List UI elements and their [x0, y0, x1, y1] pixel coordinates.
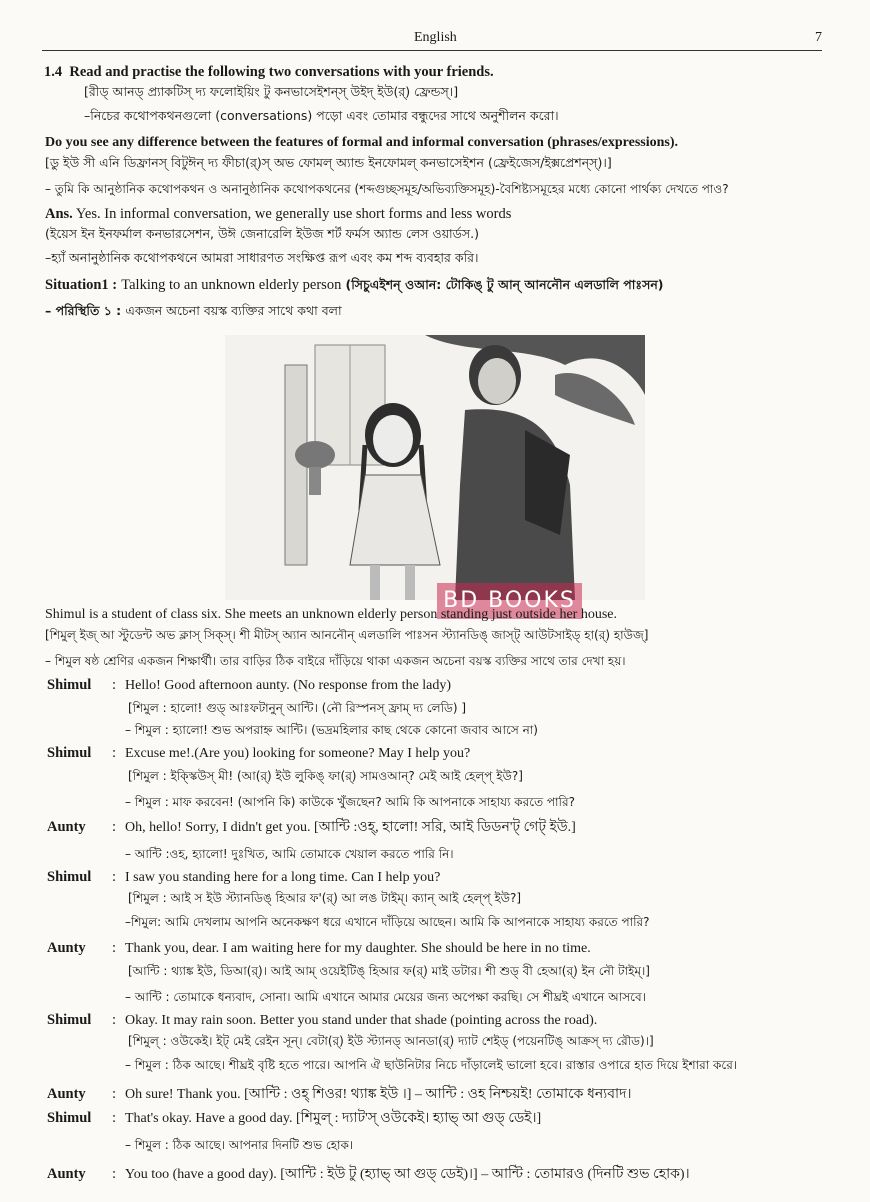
dialogue-line: Okay. It may rain soon. Better you stand under that shade (pointing across the road).	[125, 1013, 598, 1028]
answer-pronunciation: (ইয়েস ইন ইনফর্মাল কনভারসেশন, উঈ জেনারেলি ইউজ শর্ট ফর্মস অ্যান্ড লেস ওয়ার্ডস.)	[45, 226, 479, 241]
dialogue-line: –শিমুল: আমি দেখলাম আপনি অনেকক্ষণ ধরে এখানে দাঁড়িয়ে আছেন। আমি কি আপনাকে সাহায্য করতে পারি?	[125, 915, 650, 929]
section-heading-text: Read and practise the following two conversations with your friends.	[69, 64, 494, 80]
speaker-colon: :	[112, 819, 117, 835]
dialogue-line: I saw you standing here for a long time. Can I help you?	[125, 870, 441, 885]
dialogue-line: Oh sure! Thank you. [আন্টি : ওহ্ শিওর! থ্যাঙ্ক ইউ ।] – আন্টি : ওহ নিশ্চয়ই! তোমাকে ধন্যবাদ।	[125, 1087, 632, 1102]
dialogue-line: – শিমুল : হ্যালো! শুভ অপরাহ্ন আন্টি। (ভদ্রমহিলার কাছ থেকে কোনো জবাব আসে না)	[125, 723, 538, 737]
page-number: 7	[815, 30, 822, 45]
dialogue-line: – শিমুল : ঠিক আছে। শীঘ্রই বৃষ্টি হতে পারে। আপনি ঐ ছাউনিটার নিচে দাঁড়ালেই ভালো হবে। রাস্তার ওপারে হাত দিয়ে ইশারা করে।	[125, 1058, 738, 1072]
dialogue-line: [শিমুল : হালো! গুড্ আঃফটানুন্ আন্টি। (নৌ রিস্পনস্ ফ্রাম্ দ্য লেডি) ]	[128, 701, 467, 715]
situation-label: Situation1 :	[45, 277, 118, 293]
speaker-colon: :	[112, 1086, 117, 1102]
question-text: Do you see any difference between the features of formal and informal conversation (phrases/expressions).	[45, 135, 679, 150]
illustration-girl-and-lady	[225, 335, 645, 600]
speaker-colon: :	[112, 677, 117, 693]
situation-text: Talking to an unknown elderly person	[121, 277, 342, 293]
speaker-colon: :	[112, 1110, 117, 1126]
section-heading	[44, 63, 494, 81]
question-bangla: – তুমি কি আনুষ্ঠানিক কথোপকথন ও অনানুষ্ঠানিক কথোপকথনের (শব্দগুচ্ছসমূহ/অভিব্যক্তিসমূহ)-বৈশিষ্ট্যসমূহের মধ্যে কোনো পার্থক্য দেখতে পাও?	[45, 182, 729, 196]
dialogue-line: You too (have a good day). [আন্টি : ইউ টু (হ্যাভ্ আ গুড্ ডেই)।] – আন্টি : তোমারও (দিনটি শুভ হোক)।	[125, 1167, 690, 1182]
situation-line	[45, 276, 664, 295]
situation-pronunciation: (সিচুএইশন্ ওআন: টোকিঙ্ টু আন্ আননৌন এলডালি পাঃসন)	[345, 277, 664, 292]
dialogue-line: – শিমুল : ঠিক আছে। আপনার দিনটি শুভ হোক।	[125, 1138, 354, 1152]
dialogue-line: [শিমুল : ইক্স্কিউস্ মী! (আ(র্) ইউ লুকিঙ্ ফা(র্) সামওআন্? মেই আই হেল্প্ ইউ?]	[128, 769, 523, 783]
speaker-shimul: Shimul	[47, 677, 92, 693]
page-header-title: English	[414, 30, 457, 45]
heading-pronunciation: [রীড্ আনড্ প্র্যাকটিস্ দ্য ফলোইয়িং টু কনভাসেইশন্স্ উইদ্ ইউ(র্) ফ্রেন্ডস্।]	[84, 84, 459, 99]
speaker-colon: :	[112, 940, 117, 956]
dialogue-line: – আন্টি : তোমাকে ধন্যবাদ, সোনা। আমি এখানে আমার মেয়ের জন্য অপেক্ষা করছি। সে শীঘ্রই এখানে আসবে।	[125, 990, 646, 1004]
dialogue-line: Excuse me!.(Are you) looking for someone? May I help you?	[125, 746, 471, 761]
speaker-aunty: Aunty	[47, 940, 86, 956]
dialogue-line: That's okay. Have a good day. [শিমুল্ : দ্যাট'স্ ওউকেই। হ্যাভ্ আ গুড্ ডেই।]	[125, 1111, 542, 1126]
answer-bangla: –হ্যাঁ অনানুষ্ঠানিক কথোপকথনে আমরা সাধারণত সংক্ষিপ্ত রূপ এবং কম শব্দ ব্যবহার করি।	[45, 250, 479, 265]
speaker-colon: :	[112, 1012, 117, 1028]
situation-bangla-text: একজন অচেনা বয়স্ক ব্যক্তির সাথে কথা বলা	[125, 303, 342, 318]
answer-label: Ans.	[45, 206, 73, 222]
narration-english: Shimul is a student of class six. She meets an unknown elderly person standing just outside her house.	[45, 607, 617, 622]
speaker-colon: :	[112, 869, 117, 885]
answer-line	[45, 205, 511, 223]
question-pronunciation: [ডু ইউ সী এনি ডিফ্রানস্ বিটুঈন্ দ্য ফীচা(র্)স্ অভ ফোমল্ অ্যান্ড ইনফোমল্ কনভাসেইশন (ফ্রেইজেস/ইক্সপ্রেশন্স্)।]	[45, 155, 612, 170]
speaker-shimul: Shimul	[47, 869, 92, 885]
dialogue-line: Oh, hello! Sorry, I didn't get you. [আন্টি :ওহ্, হালো! সরি, আই ডিডন'ট্ গেট্ ইউ.]	[125, 820, 576, 835]
speaker-colon: :	[112, 745, 117, 761]
heading-bangla: –নিচের কথোপকথনগুলো (conversations) পড়ো এবং তোমার বন্ধুদের সাথে অনুশীলন করো।	[84, 108, 559, 123]
dialogue-line: [শিমুল্ : ওউকেই। ইট্ মেই রেইন সূন্। বেটা(র্) ইউ স্ট্যানড্ আনডা(র্) দ্যাট শেইড্ (পয়েনটিঙ্ আক্রস্ দ্য রৌড)।]	[128, 1034, 654, 1048]
narration-pronunciation: [শিমুল্ ইজ্ আ স্টুডেন্ট অভ ক্লাস্ সিক্স্। শী মীটস্ অ্যান আননৌন্ এলডালি পাঃসন স্ট্যানডিঙ্ জাস্ট্ আউটসাইড্ হা(র্) হাউজ্]	[45, 628, 649, 642]
situation-bangla-line	[45, 302, 342, 321]
section-number: 1.4	[44, 64, 63, 80]
watermark: BD BOOKS	[437, 583, 582, 619]
speaker-shimul: Shimul	[47, 745, 92, 761]
dialogue-line: – শিমুল : মাফ করবেন! (আপনি কি) কাউকে খুঁজছেন? আমি কি আপনাকে সাহায্য করতে পারি?	[125, 795, 575, 809]
speaker-colon: :	[112, 1166, 117, 1182]
dialogue-line: – আন্টি :ওহ, হ্যালো! দুঃখিত, আমি তোমাকে খেয়াল করতে পারি নি।	[125, 847, 454, 861]
narration-bangla: – শিমুল ষষ্ঠ শ্রেণির একজন শিক্ষার্থী। তার বাড়ির ঠিক বাইরে দাঁড়িয়ে থাকা একজন অচেনা বয়স্ক ব্যক্তির সাথে তার দেখা হয়।	[45, 654, 626, 668]
speaker-aunty: Aunty	[47, 1086, 86, 1102]
page-header	[42, 30, 822, 51]
speaker-aunty: Aunty	[47, 1166, 86, 1182]
situation-bangla-label: – পরিস্থিতি ১ :	[45, 303, 122, 318]
dialogue-line: Thank you, dear. I am waiting here for my daughter. She should be here in no time.	[125, 941, 591, 956]
dialogue-line: Hello! Good afternoon aunty. (No response from the lady)	[125, 678, 452, 693]
dialogue-line: [আন্টি : থ্যাঙ্ক ইউ, ডিআ(র্)। আই আম্ ওয়েইটিঙ্ হিআর ফ(র্) মাই ডটার। শী শুড্ বী হেআ(র্) ইন নৌ টাইম্।]	[128, 964, 650, 978]
speaker-shimul: Shimul	[47, 1012, 92, 1028]
speaker-aunty: Aunty	[47, 819, 86, 835]
answer-text: Yes. In informal conversation, we generally use short forms and less words	[75, 206, 512, 222]
speaker-shimul: Shimul	[47, 1110, 92, 1126]
dialogue-line: [শিমুল : আই স ইউ স্ট্যানডিঙ্ হিআর ফ'(র্) আ লঙ টাইম্। ক্যান্ আই হেল্প্ ইউ?]	[128, 891, 522, 905]
